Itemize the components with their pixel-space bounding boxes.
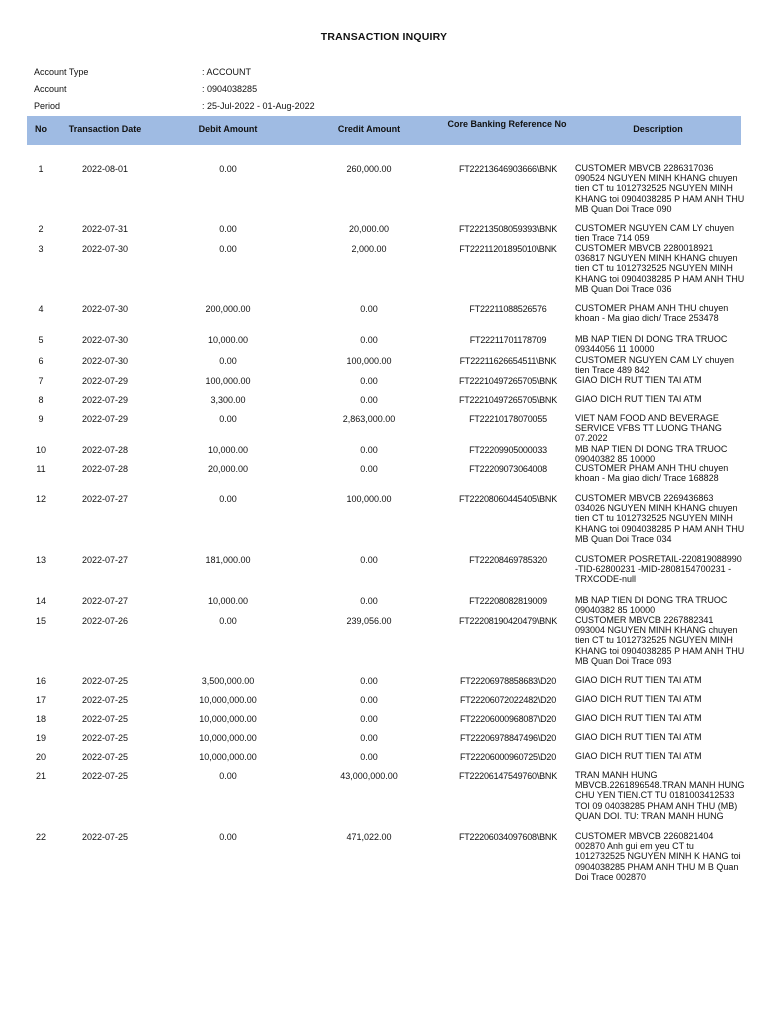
cell-date: 2022-07-30 [81,244,129,254]
cell-date: 2022-07-27 [81,596,129,606]
cell-debit: 0.00 [219,224,237,234]
meta-value: : ACCOUNT [202,67,251,77]
cell-debit: 200,000.00 [205,304,251,314]
cell-date: 2022-07-29 [81,414,129,424]
cell-debit: 10,000.00 [207,596,249,606]
cell-debit: 0.00 [219,164,237,174]
cell-credit: 0.00 [360,714,378,724]
cell-debit: 0.00 [219,244,237,254]
cell-reference: FT22213646903666\BNK [458,164,558,174]
cell-no: 10 [35,445,46,455]
cell-date: 2022-07-29 [81,376,129,386]
meta-label: Account [34,84,67,94]
cell-no: 5 [38,335,44,345]
cell-description: GIAO DICH RUT TIEN TAI ATM [575,713,702,723]
cell-credit: 20,000.00 [348,224,390,234]
cell-description: CUSTOMER MBVCB 2260821404 002870 Anh gui em yeu CT tu 1012732525 NGUYEN MINH K HANG toi 0904038285 PHAM ANH THU M B Quan Doi Trace 002870 [575,831,741,882]
cell-description: VIET NAM FOOD AND BEVERAGE SERVICE VFBS TT LUONG THANG 07.2022 [575,413,722,444]
cell-date: 2022-08-01 [81,164,129,174]
cell-description: CUSTOMER MBVCB 2267882341 093004 NGUYEN MINH KHANG chuyen tien CT tu 1012732525 NGUYEN MINH KHANG toi 0904038285 P HAM ANH THU MB Quan Doi Trace 093 [575,615,745,666]
cell-debit: 0.00 [219,494,237,504]
cell-date: 2022-07-26 [81,616,129,626]
column-header-reference: Core Banking Reference No [447,119,567,129]
cell-description: TRAN MANH HUNG MBVCB.2261896548.TRAN MANH HUNG CHU YEN TIEN.CT TU 0181003412533 TOI 09 04038285 PHAM ANH THU (MB) QUAN DOI. TU: TRAN MANH HUNG [575,770,745,821]
cell-reference: FT22208060445405\BNK [458,494,558,504]
cell-credit: 260,000.00 [346,164,392,174]
cell-date: 2022-07-25 [81,714,129,724]
cell-description: GIAO DICH RUT TIEN TAI ATM [575,694,702,704]
column-header-no: No [35,124,47,134]
cell-debit: 0.00 [219,771,237,781]
column-header-description: Description [633,124,683,134]
cell-date: 2022-07-25 [81,695,129,705]
meta-account-type [34,67,534,81]
meta-value: : 25-Jul-2022 - 01-Aug-2022 [202,101,315,111]
cell-description: CUSTOMER MBVCB 2280018921 036817 NGUYEN MINH KHANG chuyen tien CT tu 1012732525 NGUYEN MINH KHANG toi 0904038285 P HAM ANH THU MB Quan Doi Trace 036 [575,243,745,294]
cell-date: 2022-07-29 [81,395,129,405]
cell-reference: FT22211088526576 [469,304,547,314]
cell-no: 7 [38,376,44,386]
cell-credit: 0.00 [360,304,378,314]
cell-no: 8 [38,395,44,405]
cell-description: CUSTOMER MBVCB 2269436863 034026 NGUYEN MINH KHANG chuyen tien CT tu 1012732525 NGUYEN MINH KHANG toi 0904038285 P HAM ANH THU MB Quan Doi Trace 034 [575,493,745,544]
cell-debit: 0.00 [219,616,237,626]
cell-date: 2022-07-31 [81,224,129,234]
cell-credit: 2,000.00 [351,244,387,254]
cell-description: GIAO DICH RUT TIEN TAI ATM [575,375,702,385]
cell-description: CUSTOMER PHAM ANH THU chuyen khoan - Ma giao dich/ Trace 168828 [575,463,729,484]
cell-debit: 10,000.00 [207,445,249,455]
cell-no: 12 [35,494,46,504]
cell-description: MB NAP TIEN DI DONG TRA TRUOC 09344056 11 10000 [575,334,728,355]
cell-debit: 181,000.00 [205,555,251,565]
cell-no: 11 [36,464,46,474]
meta-account [34,84,534,98]
cell-credit: 239,056.00 [346,616,392,626]
cell-debit: 10,000.00 [207,335,249,345]
cell-date: 2022-07-25 [81,771,129,781]
cell-reference: FT22211626654511\BNK [459,356,557,366]
cell-date: 2022-07-30 [81,335,129,345]
cell-date: 2022-07-27 [81,555,129,565]
cell-description: GIAO DICH RUT TIEN TAI ATM [575,732,702,742]
cell-date: 2022-07-25 [81,832,129,842]
meta-label: Period [34,101,61,111]
cell-no: 19 [35,733,46,743]
cell-date: 2022-07-25 [81,676,129,686]
cell-reference: FT22213508059393\BNK [458,224,558,234]
cell-debit: 10,000,000.00 [199,714,257,724]
cell-no: 9 [38,414,44,424]
cell-no: 4 [38,304,44,314]
cell-reference: FT22208082819009 [469,596,547,606]
cell-reference: FT22206978847496\D20 [459,733,557,743]
cell-reference: FT22206000960725\D20 [459,752,557,762]
cell-credit: 0.00 [360,464,378,474]
cell-no: 16 [35,676,46,686]
cell-description: CUSTOMER NGUYEN CAM LY chuyen tien Trace 714 059 [575,223,735,244]
cell-credit: 100,000.00 [346,356,392,366]
cell-credit: 0.00 [360,733,378,743]
cell-date: 2022-07-27 [81,494,129,504]
cell-no: 14 [35,596,46,606]
meta-label: Account Type [34,67,89,77]
cell-description: MB NAP TIEN DI DONG TRA TRUOC 09040382 85 10000 [575,444,728,465]
cell-debit: 20,000.00 [207,464,249,474]
cell-reference: FT22210497265705\BNK [458,376,558,386]
cell-no: 18 [35,714,46,724]
cell-description: CUSTOMER POSRETAIL-220819088990 -TID-62800231 -MID-2808154700231 -TRXCODE-null [575,554,742,585]
cell-reference: FT22208469785320 [469,555,547,565]
cell-date: 2022-07-25 [81,733,129,743]
cell-debit: 0.00 [219,356,237,366]
cell-description: GIAO DICH RUT TIEN TAI ATM [575,751,702,761]
cell-description: GIAO DICH RUT TIEN TAI ATM [575,675,702,685]
page-title: TRANSACTION INQUIRY [320,31,448,43]
cell-no: 20 [35,752,46,762]
cell-no: 2 [38,224,44,234]
meta-value: : 0904038285 [202,84,257,94]
cell-debit: 3,300.00 [210,395,246,405]
cell-no: 15 [35,616,46,626]
cell-debit: 10,000,000.00 [199,733,257,743]
cell-credit: 0.00 [360,445,378,455]
cell-credit: 0.00 [360,752,378,762]
cell-credit: 0.00 [360,335,378,345]
cell-description: CUSTOMER MBVCB 2286317036 090524 NGUYEN MINH KHANG chuyen tien CT tu 1012732525 NGUYEN MINH KHANG toi 0904038285 P HAM ANH THU MB Quan Doi Trace 090 [575,163,745,214]
cell-reference: FT22211701178709 [469,335,547,345]
column-header-credit: Credit Amount [337,124,401,134]
cell-reference: FT22210497265705\BNK [458,395,558,405]
meta-period [34,101,534,115]
cell-reference: FT22210178070055 [469,414,547,424]
cell-credit: 471,022.00 [346,832,392,842]
cell-credit: 0.00 [360,676,378,686]
cell-no: 1 [38,164,44,174]
cell-no: 21 [35,771,46,781]
cell-date: 2022-07-28 [81,445,129,455]
cell-credit: 0.00 [360,555,378,565]
cell-credit: 0.00 [360,695,378,705]
cell-no: 17 [35,695,46,705]
cell-debit: 0.00 [219,414,237,424]
cell-reference: FT22206072022482\D20 [459,695,557,705]
cell-credit: 0.00 [360,376,378,386]
column-header-date: Transaction Date [68,124,142,134]
cell-no: 3 [38,244,44,254]
cell-no: 22 [35,832,46,842]
cell-description: MB NAP TIEN DI DONG TRA TRUOC 09040382 85 10000 [575,595,728,616]
cell-reference: FT22209073064008 [469,464,547,474]
cell-reference: FT22209905000033 [469,445,547,455]
cell-description: GIAO DICH RUT TIEN TAI ATM [575,394,702,404]
cell-debit: 10,000,000.00 [199,695,257,705]
cell-credit: 0.00 [360,395,378,405]
cell-reference: FT22206000968087\D20 [459,714,557,724]
cell-no: 6 [38,356,44,366]
column-header-debit: Debit Amount [198,124,258,134]
cell-description: CUSTOMER NGUYEN CAM LY chuyen tien Trace 489 842 [575,355,735,376]
cell-credit: 43,000,000.00 [340,771,398,781]
cell-reference: FT22211201895010\BNK [459,244,557,254]
cell-date: 2022-07-30 [81,356,129,366]
cell-no: 13 [35,555,46,565]
cell-date: 2022-07-30 [81,304,129,314]
cell-date: 2022-07-25 [81,752,129,762]
cell-credit: 2,863,000.00 [342,414,396,424]
cell-debit: 3,500,000.00 [201,676,255,686]
cell-reference: FT22208190420479\BNK [458,616,558,626]
cell-reference: FT22206147549760\BNK [458,771,558,781]
cell-debit: 100,000.00 [205,376,251,386]
cell-credit: 0.00 [360,596,378,606]
cell-reference: FT22206978858683\D20 [459,676,557,686]
cell-description: CUSTOMER PHAM ANH THU chuyen khoan - Ma giao dich/ Trace 253478 [575,303,729,324]
cell-debit: 0.00 [219,832,237,842]
table-header [27,116,741,145]
cell-reference: FT22206034097608\BNK [458,832,558,842]
cell-date: 2022-07-28 [81,464,129,474]
cell-credit: 100,000.00 [346,494,392,504]
cell-debit: 10,000,000.00 [199,752,257,762]
